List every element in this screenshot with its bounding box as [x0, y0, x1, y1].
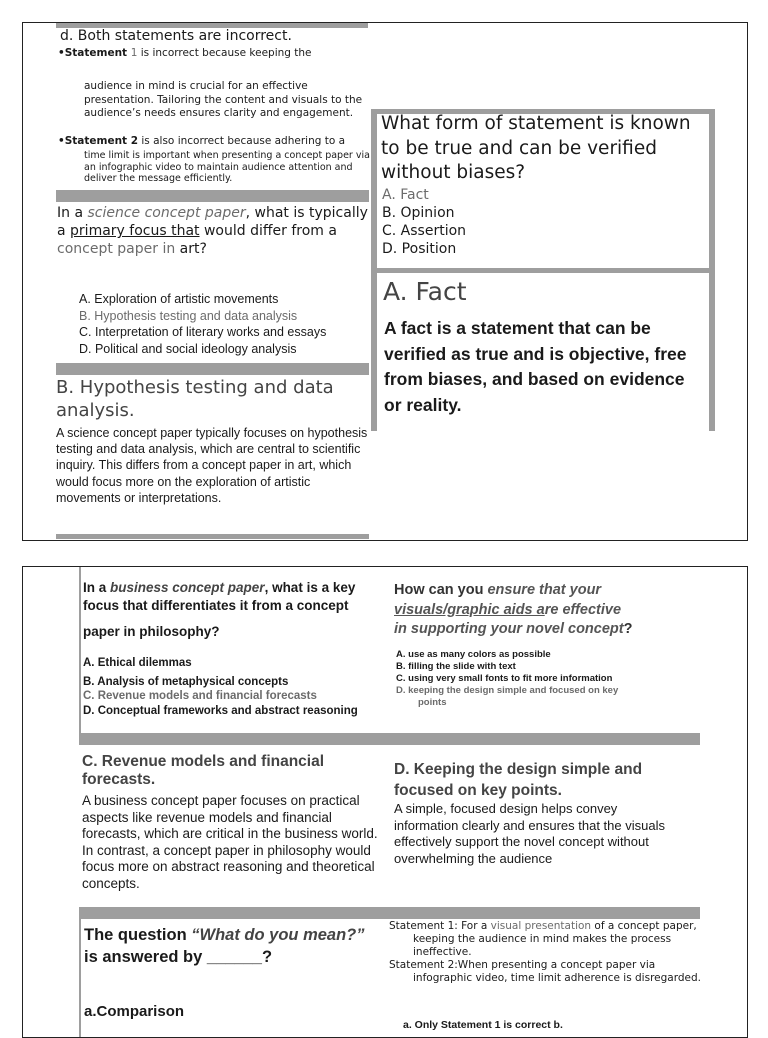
q1-option-d: D. Conceptual frameworks and abstract reasoning: [83, 704, 358, 717]
meaning-question: [84, 925, 379, 968]
option-b-opinion: B. Opinion: [382, 205, 455, 221]
option-c: C. Interpretation of literary works and essays: [79, 325, 327, 339]
frame-left-lower: [79, 907, 81, 1037]
divider-bar: [79, 733, 700, 745]
q-would: would differ from a: [199, 223, 337, 239]
option-b: B. Hypothesis testing and data analysis: [79, 308, 298, 323]
business-options: [83, 656, 358, 718]
meaning-option-a: a.Comparison: [84, 1003, 185, 1020]
q2-b: ensure that your: [487, 582, 602, 598]
statement-2-rest: is also incorrect because adhering to a: [138, 135, 346, 147]
statement-1-rest: is incorrect because keeping the: [137, 47, 312, 59]
q2-a: How can you: [394, 582, 488, 598]
statement-2: Statement 2:When presenting a concept paper via infographic video, time limit adherence is disregarded.: [389, 959, 701, 984]
statement-1-note: [58, 47, 368, 60]
option-d-both-incorrect: d. Both statements are incorrect.: [60, 28, 292, 44]
statement-1-prefix: •Statement: [58, 47, 131, 59]
option-c-assertion: C. Assertion: [382, 223, 467, 239]
fact-options: [382, 186, 466, 258]
business-question-end: paper in philosophy?: [83, 624, 220, 639]
q-primary-focus: primary focus that: [70, 223, 200, 239]
q2-d: re effective: [544, 601, 622, 618]
business-question: [83, 579, 385, 615]
option-a-fact: A. Fact: [382, 187, 429, 203]
q3-a: The question: [84, 926, 192, 944]
statements-block: [389, 920, 709, 985]
option-a: A. Exploration of artistic movements: [79, 292, 279, 306]
panel-top: [22, 22, 748, 541]
q-science-concept-paper: science concept paper: [87, 205, 246, 221]
statement-1-continued: audience in mind is crucial for an effective presentation. Tailoring the content and visuals to the audience’s needs ensures clarity and engagement.: [84, 80, 363, 119]
statement-2-continued: time limit is important when presenting a concept paper via an infographic video to maintain audience attention and deliver the message efficiently.: [84, 150, 370, 184]
q1-option-b: B. Analysis of metaphysical concepts: [83, 675, 289, 688]
q1-option-a: A. Ethical dilemmas: [83, 657, 192, 669]
q2-option-a: A. use as many colors as possible: [396, 649, 551, 660]
option-d-position: D. Position: [382, 241, 457, 257]
visuals-answer-text: A simple, focused design helps convey information clearly and ensures that the visuals effectively support the novel concept without overwhelming the audience: [394, 801, 665, 866]
q2-c: visuals/graphic aids a: [394, 601, 545, 618]
science-options: [79, 291, 326, 357]
q3-c: is answered by ______?: [84, 947, 273, 966]
divider-bar: [79, 907, 700, 919]
s1-visual: visual presentation: [490, 920, 592, 932]
frame-mid: [377, 268, 709, 273]
panel-bottom: [22, 566, 748, 1038]
science-explanation: A science concept paper typically focuses on hypothesis testing and data analysis, which are central to scientific inquiry. This differs from a concept paper in art, which would focus more on the exploration of artistic movements or interpretations.: [56, 426, 368, 505]
visuals-options: [396, 649, 618, 709]
q2-option-d: D. keeping the design simple and focused on key: [396, 685, 619, 696]
visuals-answer-title: D. Keeping the design simple and focused on key points.: [394, 761, 643, 799]
divider-bar: [56, 363, 369, 375]
q-what: , what is typically a: [57, 205, 368, 239]
q1-business-concept-paper: business concept paper: [110, 580, 265, 595]
q2-e: in supporting your novel concept: [394, 621, 624, 637]
divider-bar: [56, 534, 369, 539]
q-concept-paper: concept paper in: [57, 241, 176, 257]
fact-question: What form of statement is known to be true and can be verified without biases?: [381, 113, 691, 183]
q2-option-d-cont: points: [418, 697, 447, 708]
statement-2-prefix: •Statement 2: [58, 135, 139, 147]
q-in: In a: [57, 205, 88, 221]
q2-f: ?: [623, 621, 633, 637]
option-d: D. Political and social ideology analysis: [79, 341, 297, 356]
frame-right: [709, 109, 715, 431]
statement-1-num: 1: [130, 47, 138, 59]
statement-2-note: [58, 135, 368, 148]
business-answer-title: C. Revenue models and financial forecasts.: [82, 753, 325, 788]
q3-b: “What do you mean?”: [191, 926, 365, 944]
fact-answer: A. Fact: [383, 277, 467, 306]
visuals-question: [394, 581, 704, 640]
fact-explanation: A fact is a statement that can be verified as true and is objective, free from biases, and based on evidence or reality.: [384, 318, 687, 415]
q2-option-c: C. using very small fonts to fit more information: [396, 673, 613, 684]
s1-rest: of a concept paper, keeping the audience in mind makes the process ineffective.: [413, 920, 697, 958]
business-answer-text: A business concept paper focuses on practical aspects like revenue models and financial forecasts, which are critical in the business world. In contrast, a concept paper in philosophy would focus more on abstract reasoning and theoretical concepts.: [82, 793, 378, 891]
statement-1: [389, 920, 709, 959]
frame-left: [79, 567, 81, 737]
divider-bar: [56, 190, 369, 202]
q1-rest: , what is a key focus that differentiates it from a concept: [83, 580, 356, 613]
s1-label: Statement 1: For a: [389, 920, 491, 932]
q2-option-b: B. filling the slide with text: [396, 661, 516, 672]
q-art: art?: [175, 241, 207, 257]
q1-in: In a: [83, 580, 111, 595]
science-question: [57, 204, 373, 258]
q1-option-c: C. Revenue models and financial forecasts: [83, 690, 317, 702]
cut-off-option: a. Only Statement 1 is correct b.: [403, 1019, 563, 1031]
science-answer: B. Hypothesis testing and data analysis.: [56, 377, 334, 421]
